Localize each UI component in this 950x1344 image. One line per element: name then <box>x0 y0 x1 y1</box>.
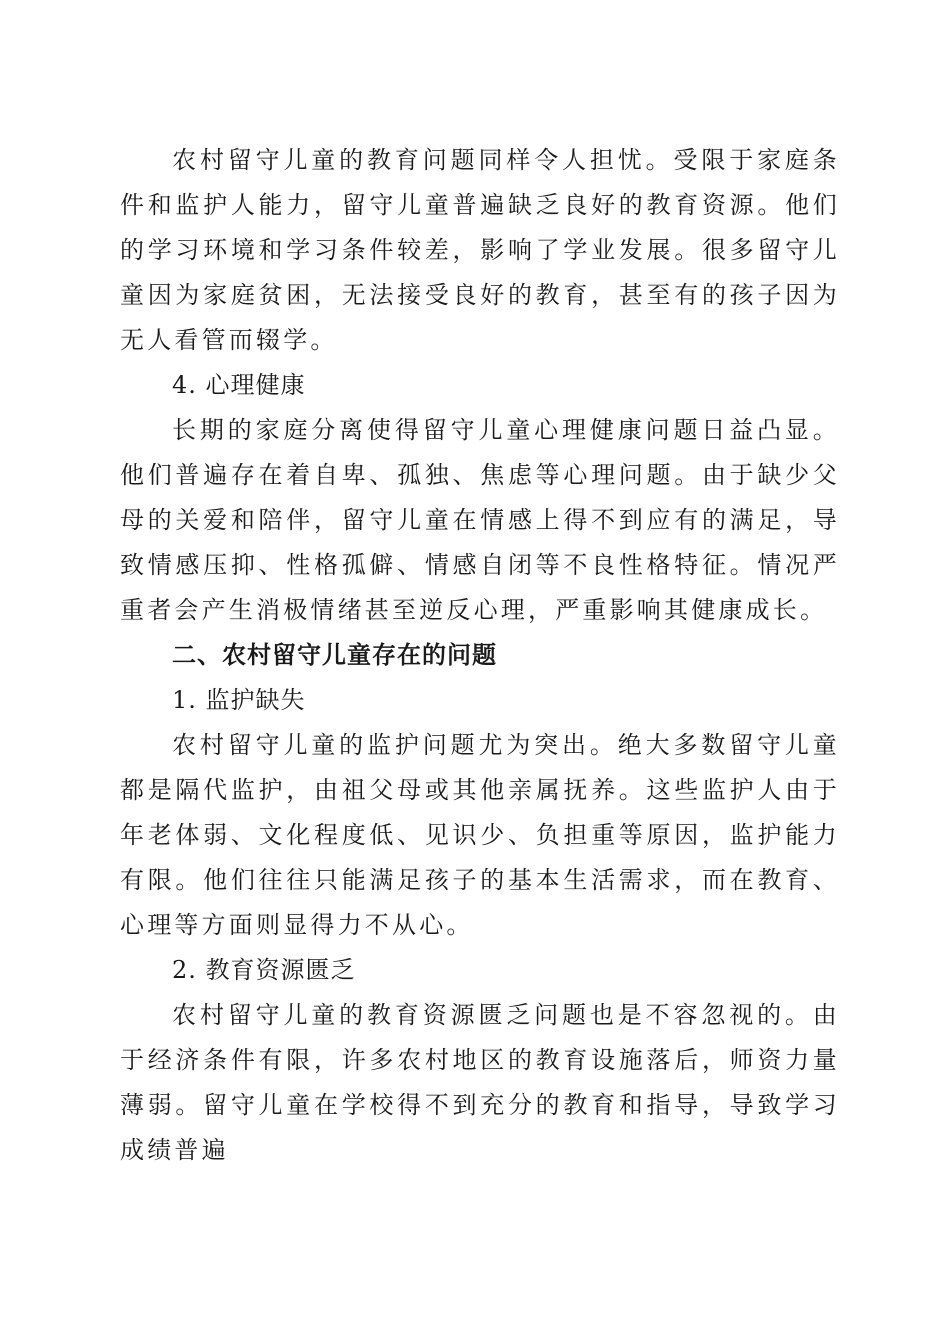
document-body <box>120 138 840 1173</box>
subheading-mental-health: 4. 心理健康 <box>172 371 306 399</box>
paragraph-education-concerns: 农村留守儿童的教育问题同样令人担忧。受限于家庭条件和监护人能力，留守儿童普遍缺乏良好的教育资源。他们的学习环境和学习条件较差，影响了学业发展。很多留守儿童因为家庭贫困，无法接受良好的教育，甚至有的孩子因为无人看管而辍学。 <box>120 146 840 354</box>
section-heading-problems: 二、农村留守儿童存在的问题 <box>172 641 497 669</box>
paragraph-education-resources: 农村留守儿童的教育资源匮乏问题也是不容忽视的。由于经济条件有限，许多农村地区的教育设施落后，师资力量薄弱。留守儿童在学校得不到充分的教育和指导，导致学习成绩普遍 <box>120 1001 840 1164</box>
subheading-education-resources: 2. 教育资源匮乏 <box>172 956 356 984</box>
paragraph-guardianship: 农村留守儿童的监护问题尤为突出。绝大多数留守儿童都是隔代监护，由祖父母或其他亲属抚养。这些监护人由于年老体弱、文化程度低、见识少、负担重等原因，监护能力有限。他们往往只能满足孩子的基本生活需求，而在教育、心理等方面则显得力不从心。 <box>120 731 840 939</box>
paragraph-mental-health: 长期的家庭分离使得留守儿童心理健康问题日益凸显。他们普遍存在着自卑、孤独、焦虑等心理问题。由于缺少父母的关爱和陪伴，留守儿童在情感上得不到应有的满足，导致情感压抑、性格孤僻、情感自闭等不良性格特征。情况严重者会产生消极情绪甚至逆反心理，严重影响其健康成长。 <box>120 416 840 624</box>
subheading-guardianship: 1. 监护缺失 <box>172 686 306 714</box>
